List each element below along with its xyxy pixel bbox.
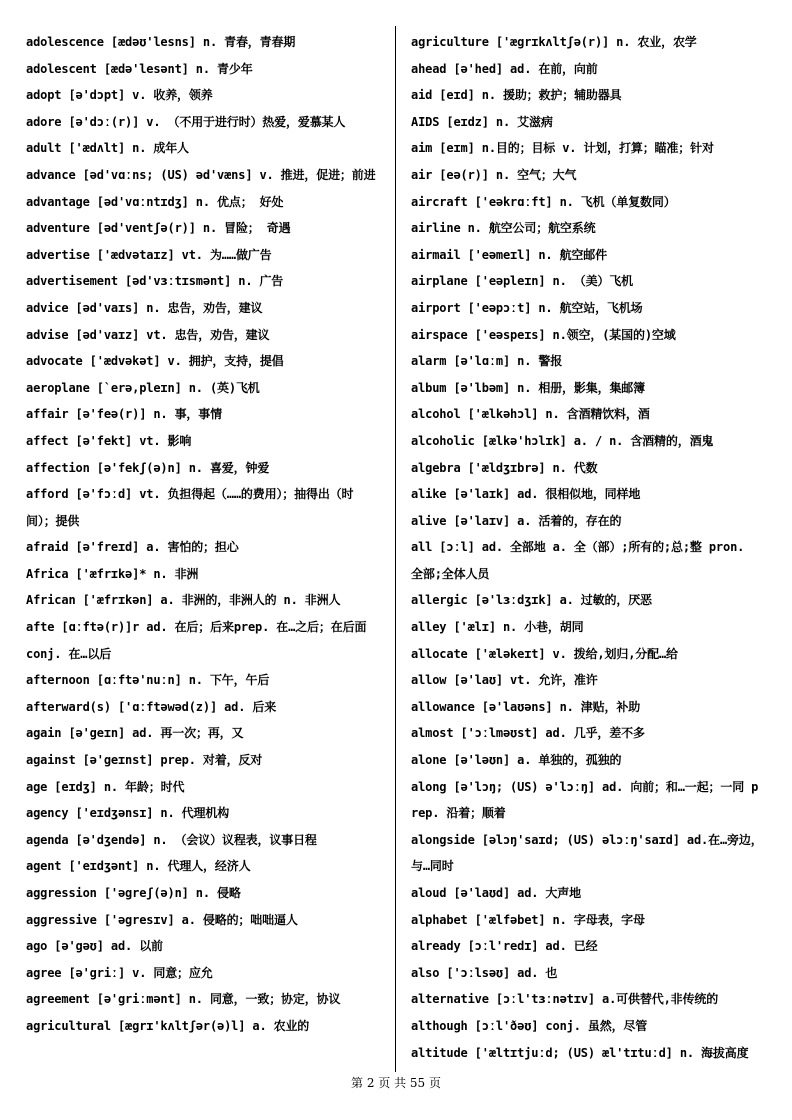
vocab-entry: alley ['ælɪ] n. 小巷，胡同	[411, 620, 584, 635]
vocab-entry: AIDS [eɪdz] n. 艾滋病	[411, 114, 553, 129]
vocab-entry: alongside [əlɔŋ'saɪd; (US) əlɔːŋ'saɪd] ad.在…旁边，与…同时	[411, 832, 763, 874]
vocab-entry: against [ə'geɪnst] prep. 对着，反对	[26, 753, 263, 768]
vocab-entry: advise [əd'vaɪz] vt. 忠告，劝告，建议	[26, 327, 270, 342]
vocab-entry: aggressive ['əgresɪv] a. 侵略的；咄咄逼人	[26, 912, 298, 927]
vocab-entry: airmail ['eəmeɪl] n. 航空邮件	[411, 247, 607, 262]
page-footer: 第 2 页 共 55 页	[351, 1076, 441, 1090]
vocab-entry: aeroplane [`erə,pleɪn] n. (英)飞机	[26, 380, 260, 395]
vocab-entry: alcohol ['ælkəhɔl] n. 含酒精饮料，酒	[411, 407, 650, 422]
vocab-entry: adolescent [ædə'lesənt] n. 青少年	[26, 61, 253, 76]
vocab-entry: Africa ['æfrɪkə]* n. 非洲	[26, 566, 199, 581]
vocab-entry: aircraft ['eəkrɑːft] n. 飞机（单复数同）	[411, 194, 676, 209]
vocab-entry: airspace ['eəspeɪs] n.领空，(某国的)空域	[411, 327, 676, 342]
vocab-entry: alone [ə'ləʊn] a. 单独的，孤独的	[411, 753, 622, 768]
vocab-entry: allocate ['æləkeɪt] v. 拨给,划归,分配…给	[411, 646, 678, 661]
vocab-entry: agree [ə'griː] v. 同意；应允	[26, 965, 213, 980]
vocab-entry: along [ə'lɔŋ; (US) ə'lɔːŋ] ad. 向前；和…一起；一同 prep. 沿着；顺着	[411, 779, 759, 821]
vocab-entry: advertise ['ædvətaɪz] vt. 为……做广告	[26, 247, 272, 262]
vocab-entry: airport ['eəpɔːt] n. 航空站，飞机场	[411, 300, 643, 315]
vocab-entry: agenda [ə'dʒendə] n. （会议）议程表，议事日程	[26, 832, 317, 847]
vocab-entry: afternoon [ɑːftə'nuːn] n. 下午，午后	[26, 673, 270, 688]
vocab-entry: afterward(s) ['ɑːftəwəd(z)] ad. 后来	[26, 699, 277, 714]
vocab-entry: adore [ə'dɔː(r)] v. （不用于进行时）热爱，爱慕某人	[26, 114, 346, 129]
vocab-entry: adventure [əd'ventʃə(r)] n. 冒险； 奇遇	[26, 221, 291, 236]
vocab-entry: advance [əd'vɑːns; (US) əd'væns] v. 推进，促进；前进	[26, 167, 376, 182]
vocab-entry: alcoholic [ælkə'hɔlɪk] a. / n. 含酒精的，酒鬼	[411, 433, 714, 448]
vocab-entry: agreement [ə'griːmənt] n. 同意，一致；协定，协议	[26, 992, 341, 1007]
column-divider	[395, 26, 396, 1072]
vocab-entry: afford [ə'fɔːd] vt. 负担得起（……的费用）；抽得出（时间）；提供	[26, 487, 354, 528]
vocab-entry: airline n. 航空公司；航空系统	[411, 221, 596, 236]
vocab-entry: aim [eɪm] n.目的；目标 v. 计划，打算；瞄准；针对	[411, 141, 714, 156]
vocab-entry: advocate ['ædvəkət] v. 拥护，支持，提倡	[26, 354, 284, 369]
vocab-entry: advice [əd'vaɪs] n. 忠告，劝告，建议	[26, 300, 263, 315]
vocab-entry: also ['ɔːlsəʊ] ad. 也	[411, 965, 558, 980]
vocab-entry: afraid [ə'freɪd] a. 害怕的；担心	[26, 540, 239, 555]
vocab-entry: altitude ['æltɪtjuːd; (US) æl'tɪtuːd] n. 海拔高度	[411, 1045, 749, 1060]
vocab-entry: affair [ə'feə(r)] n. 事，事情	[26, 407, 222, 422]
vocab-entry: affect [ə'fekt] vt. 影响	[26, 433, 192, 448]
vocab-entry: ago [ə'gəʊ] ad. 以前	[26, 939, 163, 954]
vocab-entry: allow [ə'laʊ] vt. 允许，准许	[411, 673, 598, 688]
vocab-entry: ahead [ə'hed] ad. 在前，向前	[411, 61, 598, 76]
vocab-entry: affection [ə'fekʃ(ə)n] n. 喜爱，钟爱	[26, 460, 270, 475]
vocab-entry: adolescence [ædəʊ'lesns] n. 青春，青春期	[26, 35, 296, 49]
left-column	[26, 29, 376, 1040]
vocab-entry: alike [ə'laɪk] ad. 很相似地，同样地	[411, 487, 641, 502]
vocab-entry: album [ə'lbəm] n. 相册，影集，集邮簿	[411, 380, 645, 395]
vocab-entry: alternative [ɔːl'tɜːnətɪv] a.可供替代,非传统的	[411, 992, 719, 1007]
vocab-entry: advertisement [əd'vɜːtɪsmənt] n. 广告	[26, 274, 284, 289]
vocab-entry: aggression ['əgreʃ(ə)n] n. 侵略	[26, 886, 241, 900]
vocab-entry: agriculture ['ægrɪkʌltʃə(r)] n. 农业，农学	[411, 35, 697, 49]
vocab-entry: again [ə'geɪn] ad. 再一次；再，又	[26, 726, 244, 741]
vocab-entry: age [eɪdʒ] n. 年龄；时代	[26, 779, 185, 794]
vocab-entry: almost ['ɔːlməʊst] ad. 几乎，差不多	[411, 726, 645, 741]
vocab-entry: agent ['eɪdʒənt] n. 代理人，经济人	[26, 859, 251, 874]
vocab-entry: aloud [ə'laʊd] ad. 大声地	[411, 886, 581, 900]
vocab-entry: adult ['ædʌlt] n. 成年人	[26, 141, 189, 156]
vocab-entry: all [ɔːl] ad. 全部地 a. 全（部）;所有的;总;整 pron. 全部;全体人员	[411, 540, 745, 581]
vocab-entry: afte [ɑːftə(r)]r ad. 在后；后来prep. 在…之后；在后面 conj. 在…以后	[26, 620, 367, 661]
vocab-entry: alphabet ['ælfəbet] n. 字母表，字母	[411, 912, 645, 927]
vocab-entry: adopt [ə'dɔpt] v. 收养，领养	[26, 88, 213, 103]
vocab-entry: air [eə(r)] n. 空气；大气	[411, 167, 577, 182]
vocab-entry: although [ɔːl'ðəʊ] conj. 虽然，尽管	[411, 1018, 648, 1033]
vocab-entry: already [ɔːl'redɪ] ad. 已经	[411, 939, 598, 954]
vocab-entry: agency ['eɪdʒənsɪ] n. 代理机构	[26, 806, 230, 821]
vocab-entry: airplane ['eəpleɪn] n. （美）飞机	[411, 274, 633, 289]
vocab-entry: alive [ə'laɪv] a. 活着的，存在的	[411, 513, 622, 528]
vocab-entry: algebra ['ældʒɪbrə] n. 代数	[411, 460, 598, 475]
vocab-entry: African ['æfrɪkən] a. 非洲的，非洲人的 n. 非洲人	[26, 593, 341, 608]
right-column	[411, 29, 763, 1066]
vocab-entry: advantage [əd'vɑːntɪdʒ] n. 优点； 好处	[26, 194, 284, 209]
vocab-entry: aid [eɪd] n. 援助；救护；辅助器具	[411, 88, 622, 103]
vocab-entry: agricultural [ægrɪ'kʌltʃər(ə)l] a. 农业的	[26, 1018, 310, 1033]
vocab-entry: allergic [ə'lɜːdʒɪk] a. 过敏的，厌恶	[411, 593, 652, 608]
vocab-entry: alarm [ə'lɑːm] n. 警报	[411, 354, 563, 369]
vocab-entry: allowance [ə'laʊəns] n. 津贴，补助	[411, 699, 641, 714]
